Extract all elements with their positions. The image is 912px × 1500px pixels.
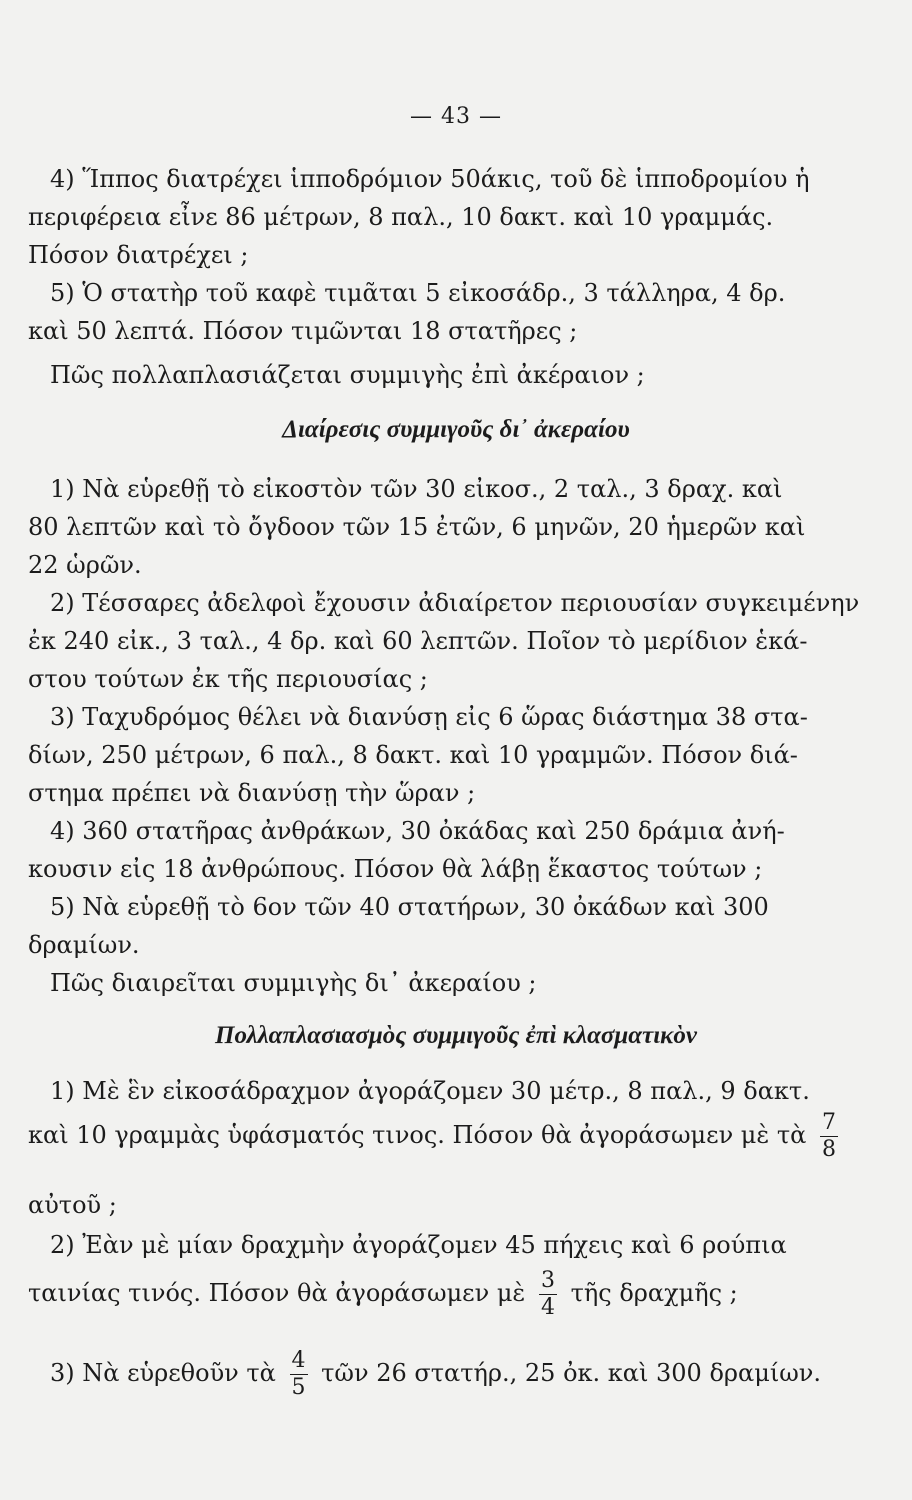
text-line: δίων, 250 μέτρων, 6 παλ., 8 δακτ. καὶ 10 γραμμῶν. Πόσον διά- [28,741,798,769]
text-line: Πῶς πολλαπλασιάζεται συμμιγὴς ἐπὶ ἀκέραιον ; [50,361,645,389]
text-line: 2) Ἐὰν μὲ μίαν δραχμὴν ἀγοράζομεν 45 πήχεις καὶ 6 ρούπια [50,1231,787,1259]
text-line: περιφέρεια εἶνε 86 μέτρων, 8 παλ., 10 δακτ. καὶ 10 γραμμάς. [28,203,774,231]
text-line: 1) Νὰ εὑρεθῇ τὸ εἰκοστὸν τῶν 30 εἰκοσ., 2 ταλ., 3 δραχ. καὶ [50,475,783,503]
text-line: κουσιν εἰς 18 ἀνθρώπους. Πόσον θὰ λάβῃ ἕκαστος τούτων ; [28,855,763,883]
fraction-numerator: 7 [822,1110,837,1135]
section-heading: Διαίρεσις συμμιγοῦς δι᾽ ἀκεραίου [282,416,630,443]
text-line: καὶ 50 λεπτά. Πόσον τιμῶνται 18 στατῆρες ; [28,317,578,345]
text-line-with-fraction [50,1350,896,1399]
text-line: στημα πρέπει νὰ διανύσῃ τὴν ὥραν ; [28,779,476,807]
text-segment: 3) Νὰ εὑρεθοῦν τὰ [50,1359,276,1387]
fraction-numerator: 4 [291,1348,306,1373]
text-line: Πόσον διατρέχει ; [28,241,249,269]
fraction-denominator: 5 [291,1375,306,1400]
page-number: — 43 — [410,104,502,129]
text-line: ἐκ 240 εἰκ., 3 ταλ., 4 δρ. καὶ 60 λεπτῶν. Ποῖον τὸ μερίδιον ἑκά- [28,627,808,655]
text-line: 80 λεπτῶν καὶ τὸ ὄγδοον τῶν 15 ἐτῶν, 6 μηνῶν, 20 ἡμερῶν καὶ [28,513,806,541]
text-segment: τῆς δραχμῆς ; [570,1279,738,1307]
text-line: στου τούτων ἐκ τῆς περιουσίας ; [28,665,428,693]
text-line: 4) Ἵππος διατρέχει ἱπποδρόμιον 50άκις, τοῦ δὲ ἱπποδρομίου ἡ [50,165,810,193]
fraction-numerator: 3 [540,1268,555,1293]
text-line: 5) Ὁ στατὴρ τοῦ καφὲ τιμᾶται 5 εἰκοσάδρ., 3 τάλληρα, 4 δρ. [50,279,786,307]
text-line: 3) Ταχυδρόμος θέλει νὰ διανύσῃ εἰς 6 ὥρας διάστημα 38 στα- [50,703,808,731]
text-line: αὐτοῦ ; [28,1191,117,1219]
text-line: 4) 360 στατῆρας ἀνθράκων, 30 ὀκάδας καὶ 250 δράμια ἀνή- [50,817,785,845]
fraction-denominator: 8 [822,1137,837,1162]
section-heading: Πολλαπλασιασμὸς συμμιγοῦς ἐπὶ κλασματικὸν [215,1022,697,1049]
text-line: δραμίων. [28,931,140,959]
fraction [820,1112,838,1161]
fraction-denominator: 4 [540,1295,555,1320]
fraction [290,1350,308,1399]
text-line: 5) Νὰ εὑρεθῇ τὸ 6ον τῶν 40 στατήρων, 30 ὀκάδων καὶ 300 [50,893,769,921]
text-line: 22 ὡρῶν. [28,551,142,579]
text-line: 2) Τέσσαρες ἀδελφοὶ ἔχουσιν ἀδιαίρετον περιουσίαν συγκειμένην [50,589,860,617]
text-segment: καὶ 10 γραμμὰς ὑφάσματός τινος. Πόσον θὰ ἀγοράσωμεν μὲ τὰ [28,1121,807,1149]
text-segment: ταινίας τινός. Πόσον θὰ ἀγοράσωμεν μὲ [28,1279,526,1307]
text-line: 1) Μὲ ἓν εἰκοσάδραχμον ἀγοράζομεν 30 μέτρ., 8 παλ., 9 δακτ. [50,1077,810,1105]
text-line-with-fraction [28,1112,874,1161]
text-segment: τῶν 26 στατήρ., 25 ὀκ. καὶ 300 δραμίων. [321,1359,822,1387]
fraction [539,1270,557,1319]
text-line-with-fraction [28,1270,874,1319]
text-line: Πῶς διαιρεῖται συμμιγὴς δι᾽ ἀκεραίου ; [50,969,537,997]
